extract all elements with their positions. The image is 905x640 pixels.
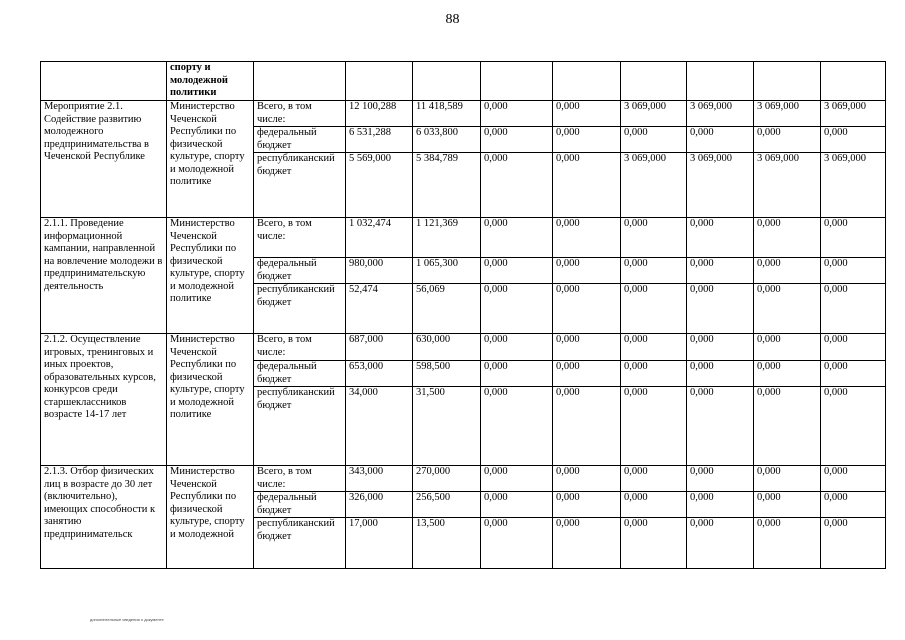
funding-source: федеральный бюджет <box>254 361 346 387</box>
amount-cell: 0,000 <box>481 334 553 361</box>
amount-cell: 0,000 <box>481 127 553 153</box>
amount-cell: 0,000 <box>621 492 687 518</box>
activity-executor: Министерство Чеченской Республики по физической культуре, спорту и молодежной политике <box>167 334 254 466</box>
empty-cell <box>821 62 886 101</box>
amount-cell: 0,000 <box>754 361 821 387</box>
amount-cell: 0,000 <box>481 153 553 218</box>
funding-source: Всего, в том числе: <box>254 218 346 258</box>
executor-cell: спорту и молодежной политики <box>167 62 254 101</box>
amount-cell: 0,000 <box>687 361 754 387</box>
empty-cell <box>41 62 167 101</box>
amount-cell: 630,000 <box>413 334 481 361</box>
funding-source: федеральный бюджет <box>254 492 346 518</box>
amount-cell: 0,000 <box>553 518 621 569</box>
amount-cell: 0,000 <box>821 492 886 518</box>
amount-cell: 0,000 <box>553 127 621 153</box>
amount-cell: 598,500 <box>413 361 481 387</box>
amount-cell: 0,000 <box>687 127 754 153</box>
amount-cell: 34,000 <box>346 387 413 466</box>
amount-cell: 3 069,000 <box>821 101 886 127</box>
amount-cell: 0,000 <box>553 218 621 258</box>
funding-source: Всего, в том числе: <box>254 101 346 127</box>
amount-cell: 0,000 <box>821 218 886 258</box>
activity-name: Мероприятие 2.1. Содействие развитию молодежного предпринимательства в Чеченской Республике <box>41 101 167 218</box>
funding-source: федеральный бюджет <box>254 258 346 284</box>
amount-cell: 0,000 <box>553 101 621 127</box>
amount-cell: 6 531,288 <box>346 127 413 153</box>
activity-name: 2.1.1. Проведение информационной кампании, направленной на вовлечение молодежи в предпринимательскую деятельность <box>41 218 167 334</box>
amount-cell: 3 069,000 <box>687 101 754 127</box>
funding-source: республиканский бюджет <box>254 153 346 218</box>
amount-cell: 31,500 <box>413 387 481 466</box>
amount-cell: 0,000 <box>553 361 621 387</box>
amount-cell: 13,500 <box>413 518 481 569</box>
amount-cell: 0,000 <box>821 284 886 334</box>
amount-cell: 0,000 <box>754 518 821 569</box>
activity-executor: Министерство Чеченской Республики по физической культуре, спорту и молодежной политике <box>167 101 254 218</box>
funding-source: республиканский бюджет <box>254 284 346 334</box>
amount-cell: 0,000 <box>621 284 687 334</box>
amount-cell: 0,000 <box>821 258 886 284</box>
activity-name: 2.1.3. Отбор физических лиц в возрасте до 30 лет (включительно), имеющих способности к занятию предпринимательск <box>41 466 167 569</box>
amount-cell: 5 384,789 <box>413 153 481 218</box>
amount-cell: 0,000 <box>687 218 754 258</box>
amount-cell: 0,000 <box>621 258 687 284</box>
funding-source: республиканский бюджет <box>254 387 346 466</box>
amount-cell: 5 569,000 <box>346 153 413 218</box>
amount-cell: 1 032,474 <box>346 218 413 258</box>
empty-cell <box>754 62 821 101</box>
amount-cell: 1 121,369 <box>413 218 481 258</box>
amount-cell: 0,000 <box>754 284 821 334</box>
empty-cell <box>346 62 413 101</box>
activity-executor: Министерство Чеченской Республики по физической культуре, спорту и молодежной политике <box>167 218 254 334</box>
amount-cell: 0,000 <box>687 492 754 518</box>
amount-cell: 0,000 <box>481 284 553 334</box>
amount-cell: 0,000 <box>481 387 553 466</box>
amount-cell: 0,000 <box>687 334 754 361</box>
amount-cell: 0,000 <box>553 284 621 334</box>
amount-cell: 0,000 <box>621 218 687 258</box>
amount-cell: 653,000 <box>346 361 413 387</box>
amount-cell: 0,000 <box>621 387 687 466</box>
amount-cell: 0,000 <box>553 153 621 218</box>
amount-cell: 0,000 <box>553 387 621 466</box>
amount-cell: 0,000 <box>821 127 886 153</box>
budget-table <box>40 61 886 569</box>
table-row <box>41 218 886 258</box>
amount-cell: 0,000 <box>553 258 621 284</box>
amount-cell: 0,000 <box>687 284 754 334</box>
amount-cell: 3 069,000 <box>821 153 886 218</box>
amount-cell: 0,000 <box>481 361 553 387</box>
amount-cell: 0,000 <box>754 218 821 258</box>
activity-name: 2.1.2. Осуществление игровых, тренинговых и иных проектов, образовательных курсов, конкурсов среди старшеклассников возрасте 14-17 лет <box>41 334 167 466</box>
amount-cell: 0,000 <box>481 518 553 569</box>
amount-cell: 0,000 <box>621 466 687 492</box>
amount-cell: 3 069,000 <box>621 101 687 127</box>
amount-cell: 0,000 <box>754 258 821 284</box>
amount-cell: 1 065,300 <box>413 258 481 284</box>
page-number: 88 <box>445 12 460 27</box>
amount-cell: 17,000 <box>346 518 413 569</box>
amount-cell: 0,000 <box>687 387 754 466</box>
amount-cell: 0,000 <box>481 466 553 492</box>
amount-cell: 0,000 <box>754 466 821 492</box>
amount-cell: 0,000 <box>553 334 621 361</box>
amount-cell: 0,000 <box>553 492 621 518</box>
amount-cell: 0,000 <box>481 218 553 258</box>
funding-source: Всего, в том числе: <box>254 466 346 492</box>
amount-cell: 0,000 <box>621 334 687 361</box>
amount-cell: 0,000 <box>821 466 886 492</box>
empty-cell <box>413 62 481 101</box>
amount-cell: 0,000 <box>821 334 886 361</box>
funding-source: республиканский бюджет <box>254 518 346 569</box>
amount-cell: 343,000 <box>346 466 413 492</box>
empty-cell <box>687 62 754 101</box>
funding-source: Всего, в том числе: <box>254 334 346 361</box>
amount-cell: 12 100,288 <box>346 101 413 127</box>
amount-cell: 0,000 <box>621 518 687 569</box>
amount-cell: 326,000 <box>346 492 413 518</box>
amount-cell: 0,000 <box>621 361 687 387</box>
funding-source: федеральный бюджет <box>254 127 346 153</box>
amount-cell: 0,000 <box>754 387 821 466</box>
continuation-row <box>41 62 886 101</box>
amount-cell: 270,000 <box>413 466 481 492</box>
amount-cell: 0,000 <box>821 518 886 569</box>
amount-cell: 0,000 <box>687 466 754 492</box>
amount-cell: 0,000 <box>481 492 553 518</box>
amount-cell: 687,000 <box>346 334 413 361</box>
table-row <box>41 101 886 127</box>
amount-cell: 0,000 <box>687 258 754 284</box>
amount-cell: 0,000 <box>687 518 754 569</box>
amount-cell: 980,000 <box>346 258 413 284</box>
amount-cell: 0,000 <box>481 258 553 284</box>
empty-cell <box>553 62 621 101</box>
amount-cell: 52,474 <box>346 284 413 334</box>
amount-cell: 3 069,000 <box>687 153 754 218</box>
amount-cell: 6 033,800 <box>413 127 481 153</box>
empty-cell <box>254 62 346 101</box>
amount-cell: 0,000 <box>754 127 821 153</box>
amount-cell: 0,000 <box>754 492 821 518</box>
amount-cell: 3 069,000 <box>621 153 687 218</box>
amount-cell: 0,000 <box>553 466 621 492</box>
amount-cell: 3 069,000 <box>754 101 821 127</box>
empty-cell <box>481 62 553 101</box>
amount-cell: 0,000 <box>821 387 886 466</box>
amount-cell: 256,500 <box>413 492 481 518</box>
table-row <box>41 466 886 492</box>
amount-cell: 56,069 <box>413 284 481 334</box>
amount-cell: 3 069,000 <box>754 153 821 218</box>
empty-cell <box>621 62 687 101</box>
amount-cell: 0,000 <box>621 127 687 153</box>
amount-cell: 11 418,589 <box>413 101 481 127</box>
footer-note: дополнительные сведения о документе <box>90 617 164 622</box>
amount-cell: 0,000 <box>821 361 886 387</box>
activity-executor: Министерство Чеченской Республики по физической культуре, спорту и молодежной <box>167 466 254 569</box>
table-row <box>41 334 886 361</box>
amount-cell: 0,000 <box>481 101 553 127</box>
amount-cell: 0,000 <box>754 334 821 361</box>
